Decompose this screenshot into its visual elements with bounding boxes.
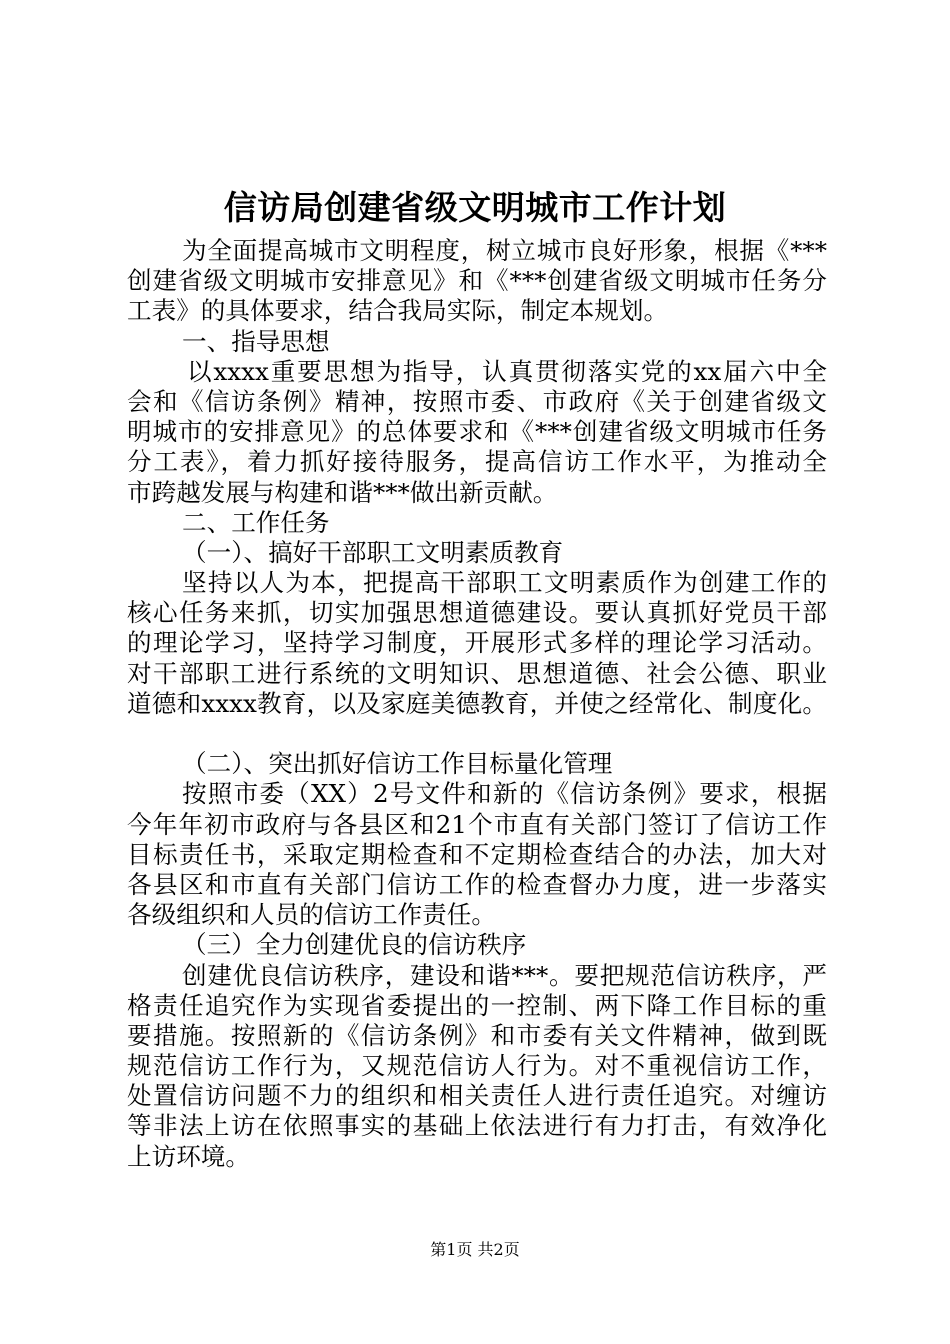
text-line: 各县区和市直有关部门信访工作的检查督办力度，进一步落实: [127, 869, 827, 899]
text-line: 坚持以人为本，把提高干部职工文明素质作为创建工作的: [182, 568, 827, 598]
text-line: 上访环境。: [127, 1141, 250, 1171]
text-line: 按照市委（XX）2号文件和新的《信访条例》要求，根据: [182, 779, 827, 809]
text-line: 工表》的具体要求，结合我局实际，制定本规划。: [127, 296, 669, 326]
text-line: 分工表》，着力抓好接待服务，提高信访工作水平，为推动全: [127, 447, 827, 477]
text-line: 等非法上访在依照事实的基础上依法进行有力打击，有效净化: [127, 1111, 827, 1141]
text-line: 规范信访工作行为，又规范信访人行为。对不重视信访工作，: [127, 1051, 827, 1081]
text-line: 目标责任书，采取定期检查和不定期检查结合的办法，加大对: [127, 839, 827, 869]
text-line: 的理论学习，坚持学习制度，开展形式多样的理论学习活动。: [127, 628, 827, 658]
intro-paragraph: [127, 236, 827, 327]
text-line: 市跨越发展与构建和谐***做出新贡献。: [127, 477, 558, 507]
blank-line: [127, 719, 827, 749]
guiding-thought-paragraph: [127, 357, 827, 508]
text-line: 创建优良信访秩序，建设和谐***。要把规范信访秩序，严: [182, 960, 827, 990]
task-three-paragraph: [127, 961, 827, 1172]
section-heading: 一、指导思想: [182, 326, 330, 356]
section-heading: 二、工作任务: [182, 507, 330, 537]
subsection-heading: （三）全力创建优良的信访秩序: [182, 930, 527, 960]
text-line: 对干部职工进行系统的文明知识、思想道德、社会公德、职业: [127, 658, 827, 688]
text-line: 处置信访问题不力的组织和相关责任人进行责任追究。对缠访: [127, 1081, 827, 1111]
document-body: [127, 236, 827, 1172]
text-line: 各级组织和人员的信访工作责任。: [127, 900, 496, 930]
text-line: 格责任追究作为实现省委提出的一控制、两下降工作目标的重: [127, 990, 827, 1020]
text-line: 为全面提高城市文明程度，树立城市良好形象，根据《***: [182, 236, 827, 265]
text-line: 创建省级文明城市安排意见》和《***创建省级文明城市任务分: [127, 266, 827, 296]
subsection-heading: （一）、搞好干部职工文明素质教育: [182, 537, 564, 567]
subsection-heading: （二）、突出抓好信访工作目标量化管理: [182, 749, 613, 779]
task-one-paragraph: [127, 568, 827, 719]
task-two-paragraph: [127, 779, 827, 930]
text-line: 要措施。按照新的《信访条例》和市委有关文件精神，做到既: [127, 1020, 827, 1050]
text-line: 道德和xxxx教育，以及家庭美德教育，并使之经常化、制度化。: [127, 688, 827, 718]
text-line: 今年年初市政府与各县区和21个市直有关部门签订了信访工作: [127, 809, 827, 839]
text-line: 明城市的安排意见》的总体要求和《***创建省级文明城市任务: [127, 417, 827, 447]
document-title: 信访局创建省级文明城市工作计划: [223, 188, 727, 227]
text-line: 核心任务来抓，切实加强思想道德建设。要认真抓好党员干部: [127, 598, 827, 628]
page-number-footer: 第1页 共2页: [430, 1240, 520, 1259]
text-line: 会和《信访条例》精神，按照市委、市政府《关于创建省级文: [127, 386, 827, 416]
text-line: 以xxxx重要思想为指导，认真贯彻落实党的xx届六中全: [187, 356, 827, 386]
